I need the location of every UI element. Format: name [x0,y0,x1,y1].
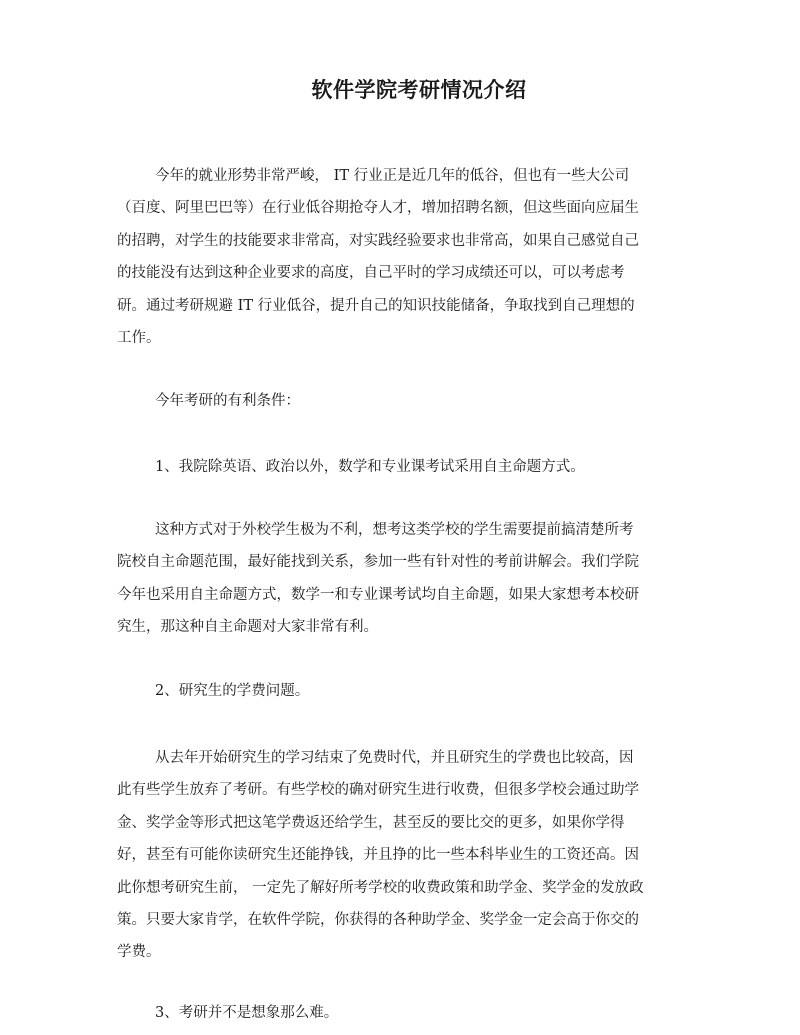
text-line: 研。通过考研规避 IT 行业低谷，提升自己的知识技能储备，争取找到自己理想的 [117,297,635,314]
item3-heading: 3、考研并不是想象那么难。 [155,1005,339,1021]
text-line: 的技能没有达到这种企业要求的高度，自己平时的学习成绩还可以，可以考虑考 [117,265,625,282]
text-line: 今年的就业形势非常严峻， IT 行业正是近几年的低谷，但也有一些大公司 [155,168,630,184]
text-line: 今年也采用自主命题方式，数学一和专业课考试均自主命题，如果大家想考本校研 [117,586,639,603]
text-line: 学费。 [117,944,161,961]
text-line: （百度、阿里巴巴等）在行业低谷期抢夺人才，增加招聘名额，但这些面向应届生 [117,200,639,217]
item2-heading: 2、研究生的学费问题。 [155,683,310,699]
document-title: 软件学院考研情况介绍 [311,78,527,102]
text-line: 这种方式对于外校学生极为不利，想考这类学校的学生需要提前搞清楚所考 [155,522,634,538]
item2-paragraph [117,742,687,969]
conditions-heading: 今年考研的有利条件： [155,393,300,409]
text-line: 究生，那这种自主命题对大家非常有利。 [117,619,378,636]
text-line: 金、奖学金等形式把这笔学费返还给学生，甚至反的要比交的更多，如果你学得 [117,814,625,831]
intro-paragraph [117,160,687,354]
text-line: 的招聘，对学生的技能要求非常高，对实践经验要求也非常高，如果自己感觉自己 [117,232,639,249]
item1-paragraph [117,514,687,644]
text-line: 院校自主命题范围，最好能找到关系，参加一些有针对性的考前讲解会。我们学院 [117,554,639,571]
text-line: 从去年开始研究生的学习结束了免费时代，并且研究生的学费也比较高，因 [155,750,634,766]
text-line: 工作。 [117,330,161,347]
text-line: 好，甚至有可能你读研究生还能挣钱，并且挣的比一些本科毕业生的工资还高。因 [117,847,639,864]
text-line: 此有些学生放弃了考研。有些学校的确对研究生进行收费，但很多学校会通过助学 [117,782,639,799]
item1-heading: 1、我院除英语、政治以外，数学和专业课考试采用自主命题方式。 [155,459,585,475]
text-line: 策。只要大家肯学，在软件学院，你获得的各种助学金、奖学金一定会高于你交的 [117,912,639,929]
text-line: 此你想考研究生前， 一定先了解好所考学校的收费政策和助学金、奖学金的发放政 [117,879,644,896]
